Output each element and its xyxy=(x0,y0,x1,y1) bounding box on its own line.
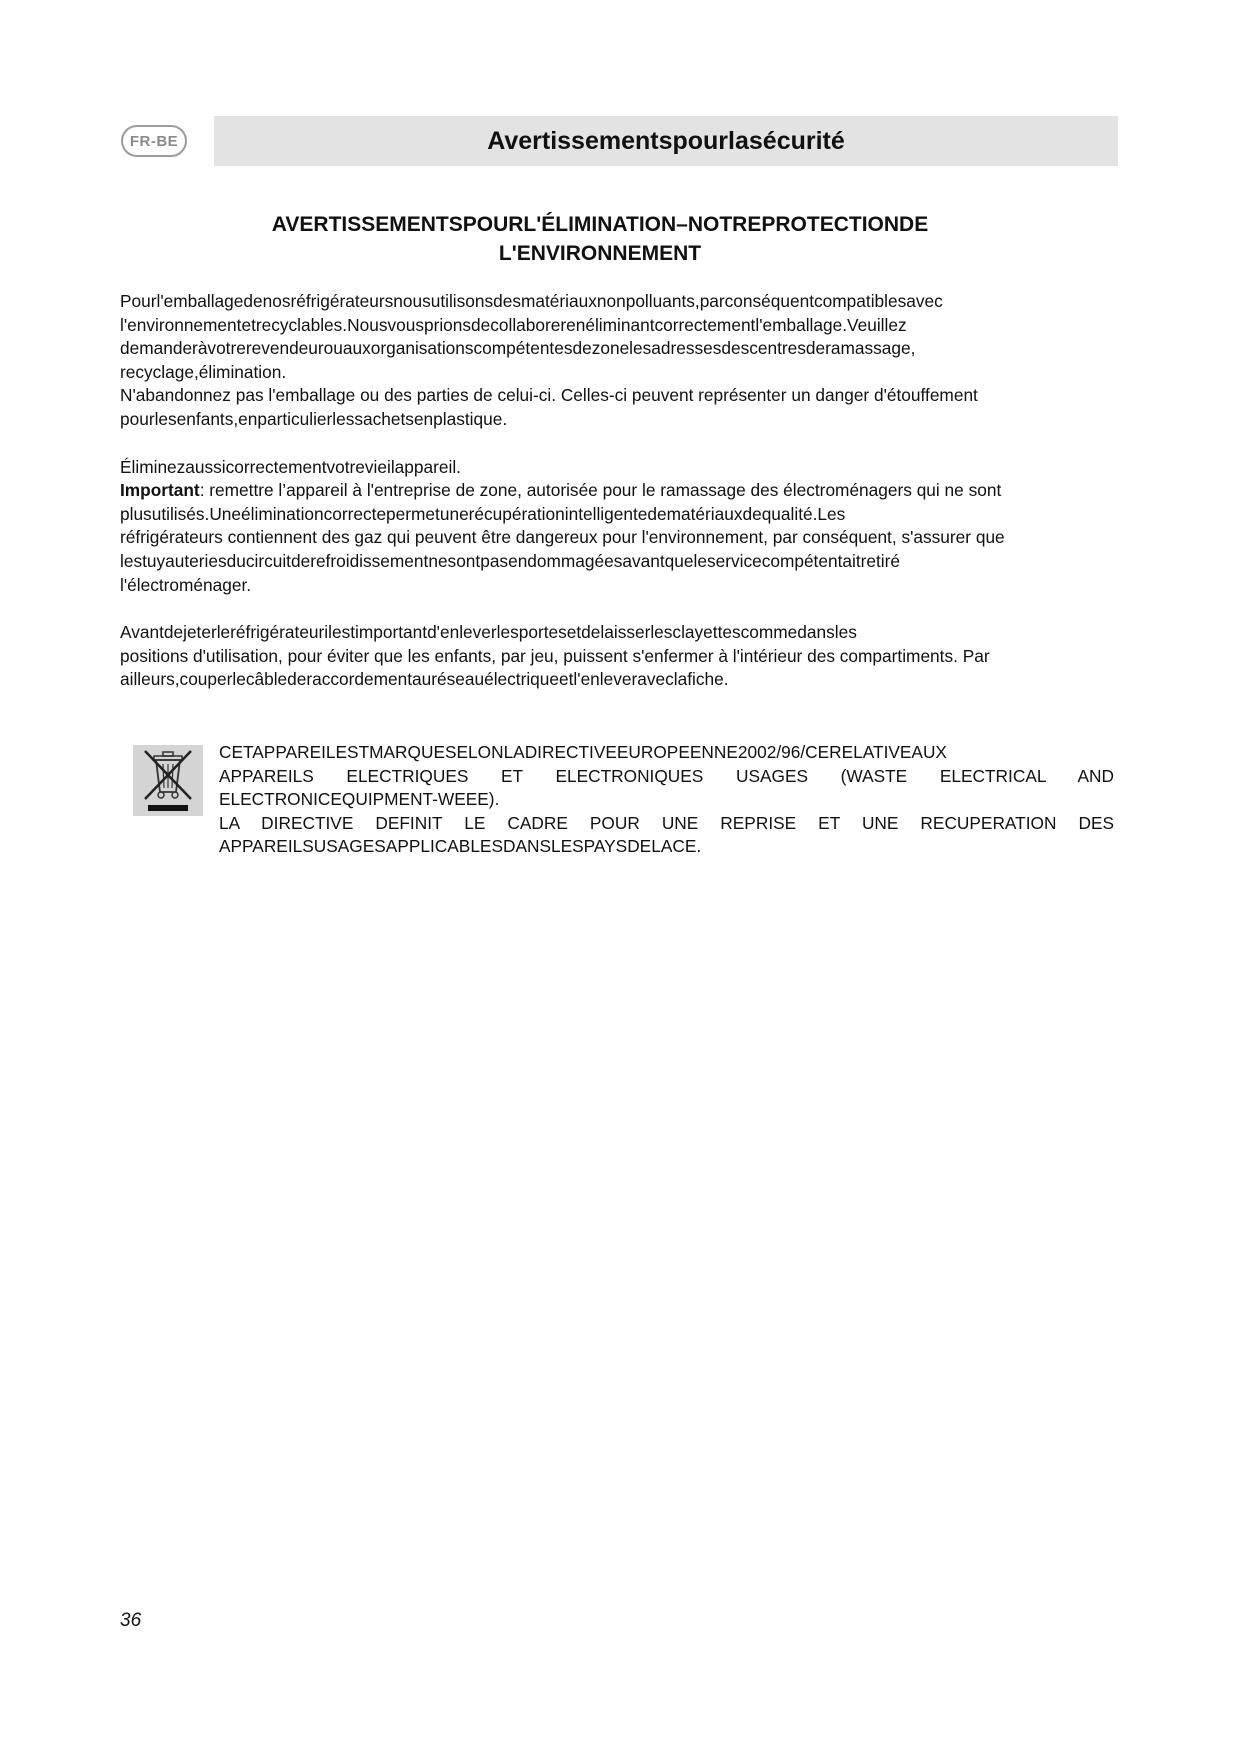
weee-notice xyxy=(219,741,1114,859)
page-title: Avertissementspourlasécurité xyxy=(487,126,845,155)
weee-line: APPAREILS ELECTRIQUES ET ELECTRONIQUES USAGES (WASTE ELECTRICAL AND xyxy=(219,765,1114,786)
spacer xyxy=(120,597,1118,621)
important-label: Important xyxy=(120,480,200,501)
text-line: N'abandonnez pas l'emballage ou des parties de celui-ci. Celles-ci peuvent représenter un danger d'étouffement xyxy=(120,385,978,406)
header-bar xyxy=(214,116,1118,166)
text-line: l'environnementetrecyclables.Nousvousprionsdecollaborerenéliminantcorrectementl'emballage.Veuillez xyxy=(120,314,907,335)
page-number: 36 xyxy=(120,1610,142,1631)
text-line: Éliminezaussicorrectementvotrevieilappareil. xyxy=(120,456,461,477)
crossed-out-wheelie-bin-icon xyxy=(133,745,203,816)
weee-line: APPAREILSUSAGESAPPLICABLESDANSLESPAYSDELACE. xyxy=(219,836,702,857)
important-text: : remettre l’appareil à l'entreprise de zone, autorisée pour le ramassage des électroménagers qui ne sont xyxy=(199,480,1002,501)
language-badge: FR-BE xyxy=(121,125,187,157)
text-line: Avantdejeterleréfrigérateurilestimportantd'enleverlesportesetdelaisserlesclayettescommedansles xyxy=(120,622,857,643)
text-line: positions d'utilisation, pour éviter que les enfants, par jeu, puissent s'enfermer à l'intérieur des compartiments. Par xyxy=(120,645,990,666)
text-line: recyclage,élimination. xyxy=(120,361,287,382)
weee-line: CETAPPAREILESTMARQUESELONLADIRECTIVEEUROPEENNE2002/96/CERELATIVEAUX xyxy=(219,742,947,762)
section-title-line-1: AVERTISSEMENTSPOURL'ÉLIMINATION–NOTREPROTECTIONDE xyxy=(271,213,929,236)
text-line: pourlesenfants,enparticulierlessachetsenplastique. xyxy=(120,408,508,429)
paragraph-suffocation-warning xyxy=(120,384,1118,431)
text-line: Pourl'emballagedenosréfrigérateursnousutilisonsdesmatériauxnonpolluants,parconséquentcompatiblesavec xyxy=(120,291,943,311)
section-title-line-2: L'ENVIRONNEMENT xyxy=(498,242,702,265)
text-line: ailleurs,couperlecâblederaccordementauréseauélectriqueetl'enleveraveclafiche. xyxy=(120,669,729,690)
section-title xyxy=(200,210,1000,268)
text-line: l'électroménager. xyxy=(120,574,252,595)
text-line: demanderàvotrerevendeurouauxorganisationscompétentesdezonelesadressesdescentresderamassage, xyxy=(120,338,916,359)
text-line: plusutilisés.Uneéliminationcorrectepermetunerécupérationintelligentedematériauxdequalité.Les xyxy=(120,503,846,524)
paragraph-old-appliance xyxy=(120,456,1118,598)
text-line: lestuyauteriesducircuitderefroidissementnesontpasendommagéesavantqueleservicecompétentaitretiré xyxy=(120,550,901,571)
paragraph-packaging xyxy=(120,290,1118,384)
text-line: réfrigérateurs contiennent des gaz qui peuvent être dangereux pour l'environnement, par conséquent, s'assurer que xyxy=(120,527,1005,548)
weee-line: LA DIRECTIVE DEFINIT LE CADRE POUR UNE REPRISE ET UNE RECUPERATION DES xyxy=(219,812,1114,833)
spacer xyxy=(120,432,1118,456)
body-text xyxy=(120,290,1118,692)
text-line xyxy=(120,479,1118,503)
paragraph-doors-removal xyxy=(120,621,1118,692)
weee-line: ELECTRONICEQUIPMENT-WEEE). xyxy=(219,789,500,810)
